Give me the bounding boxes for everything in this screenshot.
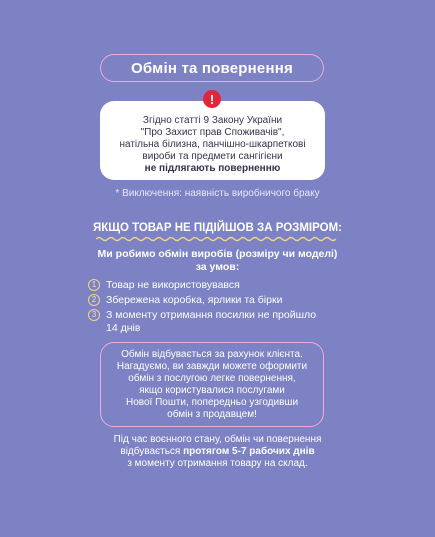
- exclamation-icon: !: [203, 90, 221, 108]
- warning-card: [100, 101, 325, 180]
- condition-text: Товар не використовувався: [106, 279, 240, 291]
- info-line: Нової Пошти, попередньо узгодивши: [125, 397, 299, 408]
- martial-law-note: [0, 434, 435, 470]
- exchange-conditions-title: [0, 248, 435, 274]
- warning-line: вироби та предмети сангігієни: [142, 151, 283, 162]
- list-item: [88, 294, 348, 307]
- footer-line: з моменту отримання товару на склад.: [127, 458, 308, 469]
- footer-line: [0, 446, 435, 458]
- warning-bold-line: не підлягають поверненню: [144, 163, 281, 174]
- warning-line: "Про Захист прав Споживачів",: [140, 127, 285, 138]
- list-item: [88, 279, 348, 292]
- warning-line: Згідно статті 9 Закону України: [142, 115, 283, 126]
- list-item: [88, 309, 348, 335]
- number-badge: 3: [88, 309, 100, 321]
- wavy-underline: [96, 236, 340, 242]
- page-title: [100, 54, 324, 82]
- condition-text: З моменту отримання посилки не пройшло: [106, 309, 317, 321]
- info-line: якщо користувалися послугами: [139, 385, 285, 396]
- info-line: обмін з продавцем!: [167, 409, 257, 420]
- size-heading: ЯКЩО ТОВАР НЕ ПІДІЙШОВ ЗА РОЗМІРОМ:: [92, 222, 343, 234]
- condition-text: Збережена коробка, ярлики та бірки: [106, 294, 283, 306]
- footer-bold-term: протягом 5-7 рабочих днів: [183, 446, 315, 457]
- subheading-line: за умов:: [195, 261, 240, 273]
- condition-text-cont: 14 днів: [106, 322, 141, 334]
- info-line: обмін з послугою легке повернення,: [128, 373, 296, 384]
- footer-text: відбувається: [120, 446, 184, 457]
- info-line: Обмін відбувається за рахунок клієнта.: [121, 349, 303, 360]
- info-box: [100, 342, 324, 427]
- exception-note: * Виключення: наявність виробничого браку: [115, 188, 320, 199]
- footer-line: Під час воєнного стану, обмін чи повернення: [113, 434, 322, 445]
- page-title-text: Обмін та повернення: [131, 59, 293, 77]
- warning-line: натільна білизна, панчішно-шкарпеткові: [119, 139, 306, 150]
- conditions-list: [88, 279, 348, 337]
- info-line: Нагадуємо, ви завжди можете оформити: [116, 361, 308, 372]
- number-badge: 2: [88, 294, 100, 306]
- subheading-line: Ми робимо обмін виробів (розміру чи моделі): [97, 248, 338, 260]
- number-badge: 1: [88, 279, 100, 291]
